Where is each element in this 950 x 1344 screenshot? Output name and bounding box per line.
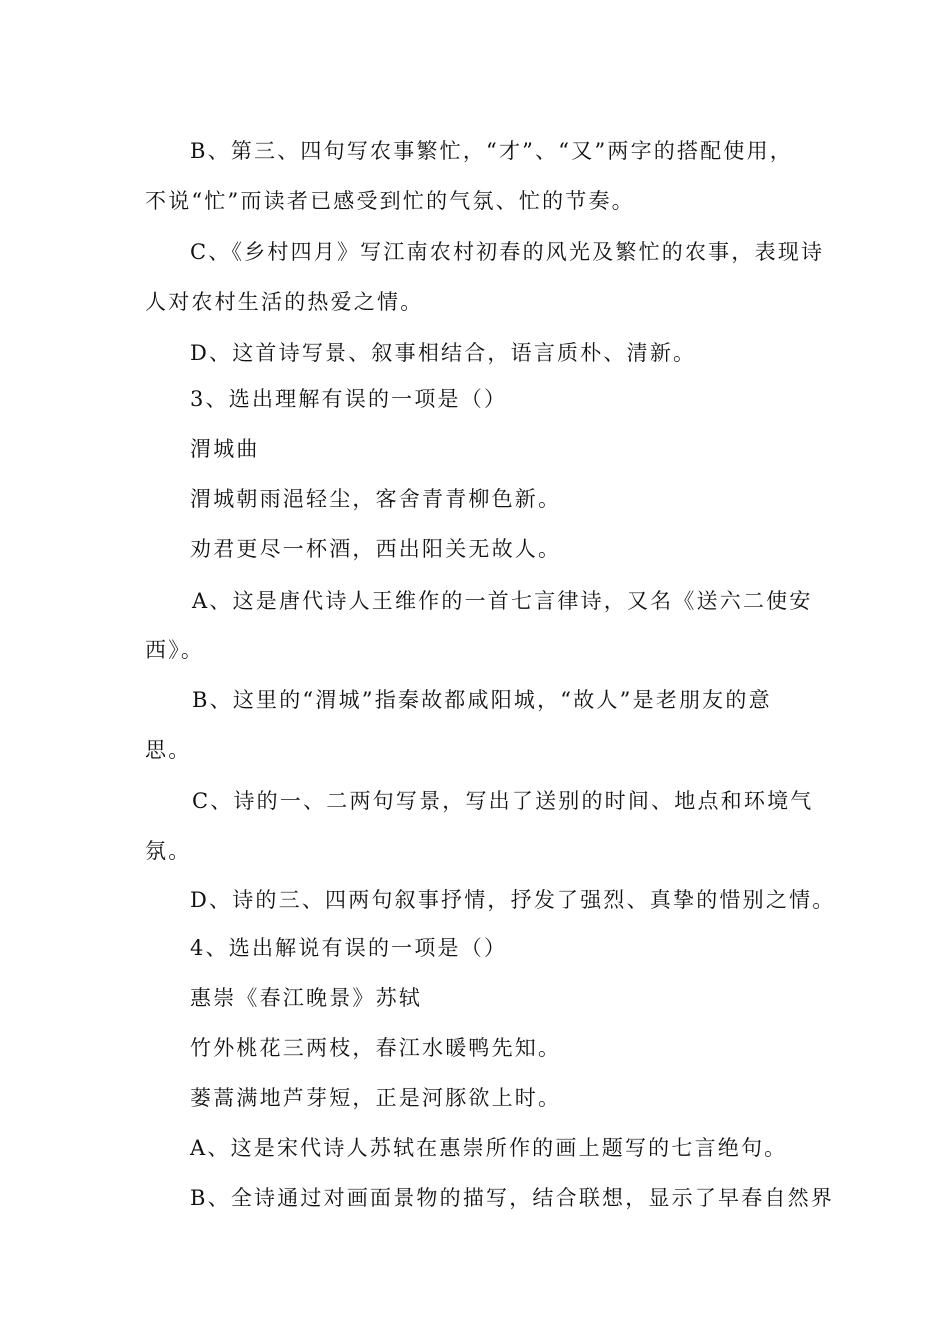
paragraph-line: B、全诗通过对画面景物的描写，结合联想，显示了早春自然界 bbox=[190, 1186, 835, 1210]
paragraph-line: D、这首诗写景、叙事相结合，语言质朴、清新。 bbox=[190, 341, 697, 365]
question-heading: 3、选出理解有误的一项是（） bbox=[190, 387, 508, 411]
poem-line: 劝君更尽一杯酒，西出阳关无故人。 bbox=[190, 537, 562, 561]
poem-title: 惠崇《春江晚景》苏轼 bbox=[190, 986, 422, 1010]
paragraph-line: A、这是宋代诗人苏轼在惠崇所作的画上题写的七言绝句。 bbox=[190, 1136, 788, 1160]
poem-line: 竹外桃花三两枝，春江水暖鸭先知。 bbox=[190, 1036, 562, 1060]
poem-title: 渭城曲 bbox=[190, 437, 260, 461]
paragraph-line: 西》。 bbox=[145, 638, 205, 662]
paragraph-line: 人对农村生活的热爱之情。 bbox=[145, 290, 424, 314]
paragraph-line: 思。 bbox=[145, 738, 192, 762]
paragraph-line: A、这是唐代诗人王维作的一首七言律诗，又名《送六二使安 bbox=[192, 589, 813, 613]
poem-line: 蒌蒿满地芦芽短，正是河豚欲上时。 bbox=[190, 1086, 562, 1110]
paragraph-line: 不说“忙”而读者已感受到忙的气氛、忙的节奏。 bbox=[145, 189, 635, 213]
paragraph-line: C、诗的一、二两句写景，写出了送别的时间、地点和环境气 bbox=[192, 789, 814, 813]
poem-line: 渭城朝雨浥轻尘，客舍青青柳色新。 bbox=[190, 487, 562, 511]
paragraph-line: B、第三、四句写农事繁忙，“才”、“又”两字的搭配使用， bbox=[190, 139, 793, 163]
paragraph-line: 氛。 bbox=[145, 839, 192, 863]
question-heading: 4、选出解说有误的一项是（） bbox=[190, 936, 508, 960]
paragraph-line: B、这里的“渭城”指秦故都咸阳城，“故人”是老朋友的意 bbox=[192, 688, 772, 712]
paragraph-line: D、诗的三、四两句叙事抒情，抒发了强烈、真挚的惜别之情。 bbox=[190, 888, 836, 912]
paragraph-line: C、《乡村四月》写江南农村初春的风光及繁忙的农事，表现诗 bbox=[190, 240, 825, 264]
